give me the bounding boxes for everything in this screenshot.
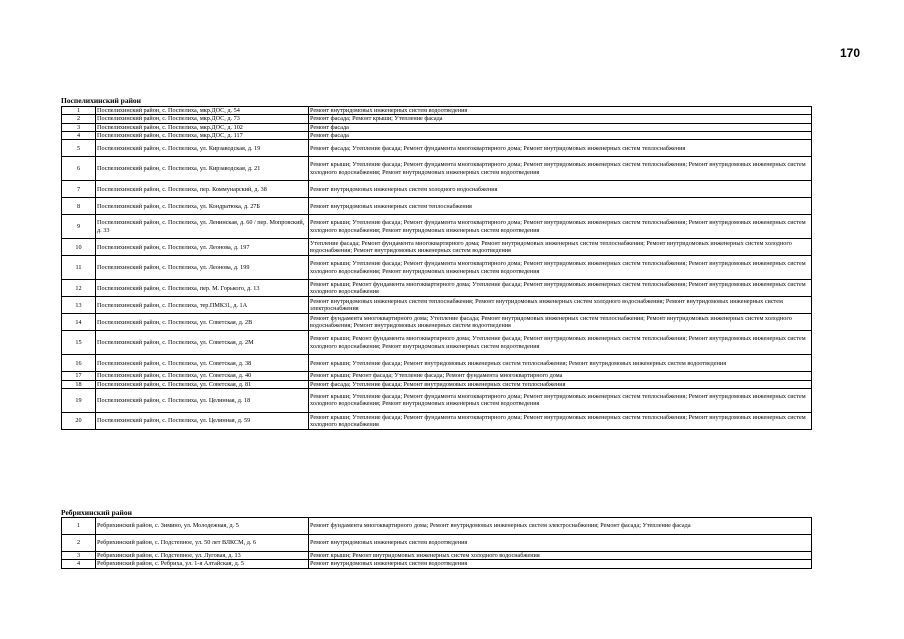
row-works: Ремонт крыши; Ремонт внутридомовых инженерных систем холодного водоснабжения — [309, 552, 812, 560]
row-address: Поспелихинский район, с. Поспелиха, ул. Леонова, д. 199 — [96, 256, 309, 280]
table-row — [62, 239, 812, 256]
row-number: 3 — [62, 123, 96, 131]
row-address: Поспелихинский район, с. Поспелиха, мкр.ДОС, д. 73 — [96, 115, 309, 123]
row-works: Ремонт крыши; Утепление фасада; Ремонт внутридомовых инженерных систем теплоснабжения; Ремонт внутридомовых инженерных систем водоотведения — [309, 355, 812, 372]
district-table — [61, 517, 812, 569]
row-number: 11 — [62, 256, 96, 280]
table-row — [62, 388, 812, 412]
table-row — [62, 331, 812, 355]
row-address: Поспелихинский район, с. Поспелиха, пер. Коммунарский, д. 38 — [96, 181, 309, 198]
row-address: Поспелихинский район, с. Поспелиха, ул. Советская, д. 2В — [96, 314, 309, 331]
table-row — [62, 107, 812, 115]
table-row — [62, 314, 812, 331]
row-number: 18 — [62, 380, 96, 388]
row-works: Ремонт фасада — [309, 123, 812, 131]
row-number: 13 — [62, 297, 96, 314]
row-works: Ремонт фундамента многоквартирного дома; Ремонт внутридомовых инженерных систем электроснабжения; Ремонт фасада; Утепление фасада — [309, 518, 812, 535]
row-address: Поспелихинский район, с. Поспелиха, ул. Целинная, д. 18 — [96, 388, 309, 412]
row-address: Поспелихинский район, с. Поспелиха, пер. М. Горького, д. 13 — [96, 280, 309, 297]
row-works: Ремонт крыши; Утепление фасада; Ремонт фундамента многоквартирного дома; Ремонт внутридомовых инженерных систем теплоснабжения; Ремонт внутридомовых инженерных систем холодного водоснабжения; Ремонт внутридомовых инженерных систем водоотведения — [309, 256, 812, 280]
row-address: Поспелихинский район, с. Поспелиха, ул. Ленинская, д. 60 / пер. Мопровский, д. 33 — [96, 215, 309, 239]
row-works: Ремонт фасада; Утепление фасада; Ремонт фундамента многоквартирного дома; Ремонт внутридомовых инженерных систем теплоснабжения — [309, 140, 812, 157]
row-works: Ремонт крыши; Ремонт фундамента многоквартирного дома; Утепление фасада; Ремонт внутридомовых инженерных систем теплоснабжения; Ремонт внутридомовых инженерных систем холодного водоснабжения; Ремонт внутридомовых инженерных систем водоотведения — [309, 331, 812, 355]
row-number: 12 — [62, 280, 96, 297]
row-works: Ремонт внутридомовых инженерных систем водоотведения — [309, 535, 812, 552]
row-works: Ремонт крыши; Ремонт фундамента многоквартирного дома; Утепление фасада; Ремонт внутридомовых инженерных систем теплоснабжения; Ремонт внутридомовых инженерных систем холодного водоснабжения — [309, 280, 812, 297]
row-address: Ребрихинский район, с. Подстепное, ул. Луговая, д. 13 — [96, 552, 309, 560]
row-works: Ремонт внутридомовых инженерных систем водоотведения — [309, 107, 812, 115]
row-works: Ремонт фасада; Утепление фасада; Ремонт внутридомовых инженерных систем теплоснабжения — [309, 380, 812, 388]
table-row — [62, 560, 812, 568]
row-number: 1 — [62, 107, 96, 115]
row-works: Ремонт фасада — [309, 131, 812, 139]
table-row — [62, 535, 812, 552]
row-works: Ремонт крыши; Ремонт фасада; Утепление фасада; Ремонт фундамента многоквартирного дома — [309, 372, 812, 380]
row-number: 3 — [62, 552, 96, 560]
row-number: 4 — [62, 131, 96, 139]
row-address: Ребрихинский район, с. Подстепное, ул. 50 лет ВЛКСМ, д. 6 — [96, 535, 309, 552]
row-works: Ремонт фундамента многоквартирного дома; Утепление фасада; Ремонт внутридомовых инженерных систем теплоснабжения; Ремонт внутридомовых инженерных систем холодного водоснабжения; Ремонт внутридомовых инженерных систем водоотведения — [309, 314, 812, 331]
table-row — [62, 131, 812, 139]
page-number: 170 — [839, 46, 860, 60]
table-row — [62, 215, 812, 239]
table-body — [62, 107, 812, 430]
row-address: Поспелихинский район, с. Поспелиха, ул. Советская, д. 38 — [96, 355, 309, 372]
table-row — [62, 123, 812, 131]
district-title: Ребрихинский район — [61, 508, 132, 517]
row-works: Ремонт крыши; Утепление фасада; Ремонт фундамента многоквартирного дома; Ремонт внутридомовых инженерных систем теплоснабжения; Ремонт внутридомовых инженерных систем холодного водоснабжения — [309, 412, 812, 429]
table-row — [62, 140, 812, 157]
table-row — [62, 256, 812, 280]
table-row — [62, 412, 812, 429]
row-address: Поспелихинский район, с. Поспелиха, ул. Кирзаводская, д. 21 — [96, 157, 309, 181]
row-works: Утепление фасада; Ремонт фундамента многоквартирного дома; Ремонт внутридомовых инженерных систем теплоснабжения; Ремонт внутридомовых инженерных систем холодного водоснабжения; Ремонт внутридомовых инженерных систем водоотведения — [309, 239, 812, 256]
row-address: Поспелихинский район, с. Поспелиха, мкр.ДОС, д. 117 — [96, 131, 309, 139]
row-works: Ремонт крыши; Утепление фасада; Ремонт фундамента многоквартирного дома; Ремонт внутридомовых инженерных систем теплоснабжения; Ремонт внутридомовых инженерных систем холодного водоснабжения; Ремонт внутридомовых инженерных систем водоотведения — [309, 157, 812, 181]
row-address: Поспелихинский район, с. Поспелиха, тер.ПМК31, д. 1А — [96, 297, 309, 314]
table-row — [62, 157, 812, 181]
table-row — [62, 115, 812, 123]
table-row — [62, 181, 812, 198]
table-body — [62, 518, 812, 569]
district-table — [61, 106, 812, 430]
table-row — [62, 518, 812, 535]
row-number: 9 — [62, 215, 96, 239]
row-number: 2 — [62, 115, 96, 123]
row-number: 7 — [62, 181, 96, 198]
row-address: Ребрихинский район, с. Ребриха, ул. 1-я Алтайская, д. 5 — [96, 560, 309, 568]
table-row — [62, 297, 812, 314]
row-address: Поспелихинский район, с. Поспелиха, ул. Кирзаводская, д. 19 — [96, 140, 309, 157]
row-number: 20 — [62, 412, 96, 429]
row-address: Поспелихинский район, с. Поспелиха, ул. Советская, д. 81 — [96, 380, 309, 388]
row-address: Поспелихинский район, с. Поспелиха, ул. Советская, д. 2М — [96, 331, 309, 355]
row-number: 16 — [62, 355, 96, 372]
row-number: 6 — [62, 157, 96, 181]
row-number: 15 — [62, 331, 96, 355]
row-number: 8 — [62, 198, 96, 215]
row-address: Поспелихинский район, с. Поспелиха, ул. Советская, д. 40 — [96, 372, 309, 380]
row-number: 17 — [62, 372, 96, 380]
row-address: Ребрихинский район, с. Зимино, ул. Молодежная, д. 5 — [96, 518, 309, 535]
table-row — [62, 552, 812, 560]
table-row — [62, 372, 812, 380]
row-number: 2 — [62, 535, 96, 552]
row-number: 10 — [62, 239, 96, 256]
table-row — [62, 280, 812, 297]
row-number: 4 — [62, 560, 96, 568]
table-row — [62, 380, 812, 388]
row-works: Ремонт внутридомовых инженерных систем теплоснабжения; Ремонт внутридомовых инженерных систем холодного водоснабжения; Ремонт внутридомовых инженерных систем электроснабжения — [309, 297, 812, 314]
row-address: Поспелихинский район, с. Поспелиха, мкр.ДОС, д. 54 — [96, 107, 309, 115]
row-number: 19 — [62, 388, 96, 412]
row-works: Ремонт внутридомовых инженерных систем холодного водоснабжения — [309, 181, 812, 198]
row-address: Поспелихинский район, с. Поспелиха, ул. Кондратюка, д. 27Б — [96, 198, 309, 215]
row-works: Ремонт крыши; Утепление фасада; Ремонт фундамента многоквартирного дома; Ремонт внутридомовых инженерных систем теплоснабжения; Ремонт внутридомовых инженерных систем холодного водоснабжения; Ремонт внутридомовых инженерных систем водоотведения — [309, 388, 812, 412]
table-row — [62, 198, 812, 215]
row-works: Ремонт крыши; Утепление фасада; Ремонт фундамента многоквартирного дома; Ремонт внутридомовых инженерных систем теплоснабжения; Ремонт внутридомовых инженерных систем холодного водоснабжения; Ремонт внутридомовых инженерных систем водоотведения — [309, 215, 812, 239]
row-number: 5 — [62, 140, 96, 157]
table-row — [62, 355, 812, 372]
district-title: Поспелихинский район — [61, 96, 141, 105]
row-number: 1 — [62, 518, 96, 535]
row-works: Ремонт фасада; Ремонт крыши; Утепление фасада — [309, 115, 812, 123]
row-address: Поспелихинский район, с. Поспелиха, ул. Леонова, д. 197 — [96, 239, 309, 256]
row-address: Поспелихинский район, с. Поспелиха, мкр.ДОС, д. 102 — [96, 123, 309, 131]
row-number: 14 — [62, 314, 96, 331]
row-works: Ремонт внутридомовых инженерных систем теплоснабжения — [309, 198, 812, 215]
row-address: Поспелихинский район, с. Поспелиха, ул. Целинная, д. 59 — [96, 412, 309, 429]
row-works: Ремонт внутридомовых инженерных систем водоотведения — [309, 560, 812, 568]
